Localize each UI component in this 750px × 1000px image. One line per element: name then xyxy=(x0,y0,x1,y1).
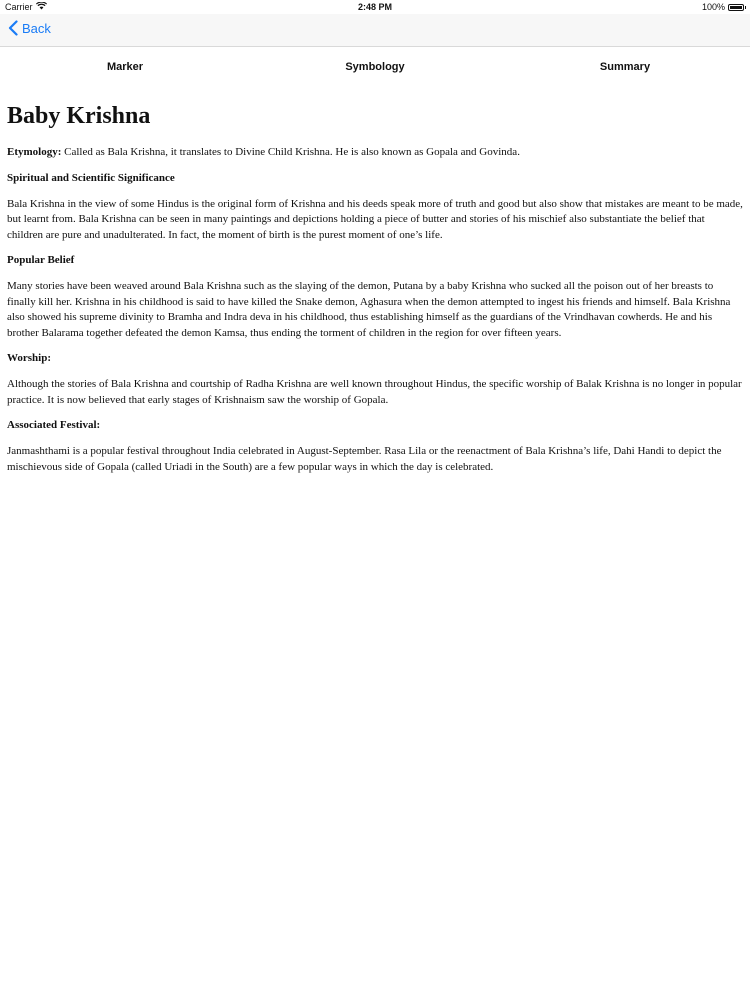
etymology-text: Called as Bala Krishna, it translates to Divine Child Krishna. He is also known as Gopala and Govinda. xyxy=(61,146,520,158)
tab-marker[interactable]: Marker xyxy=(106,61,144,73)
section-heading-worship: Worship: xyxy=(7,352,52,364)
section-heading-festival: Associated Festival: xyxy=(7,419,101,431)
segment-tabs xyxy=(0,47,750,87)
back-label: Back xyxy=(22,20,51,36)
etymology-paragraph xyxy=(7,145,743,161)
section-text-festival: Janmashthami is a popular festival throughout India celebrated in August-September. Rasa Lila or the reenactment of Bala Krishna’s life, Dahi Handi to depict the mischievous side of Gopala (called Uriadi in the South) are a few popular ways in which the day is celebrated. xyxy=(7,445,722,473)
section-text-popular-belief: Many stories have been weaved around Bala Krishna such as the slaying of the demon, Putana by a baby Krishna who sucked all the poison out of her breasts to finally kill her. Krishna in his childhood is said to have killed the Snake demon, Aghasura when the demon attempted to ingest his friends and himself. Bala Krishna also showed his supreme divinity to Bramha and Indra deva in his childhood, thus establishing himself as the guardians of the Vrindhavan cowherds. He and his brother Balarama together defeated the demon Kamsa, thus ending the torment of children in the region for over fifteen years. xyxy=(7,280,731,339)
section-heading-significance: Spiritual and Scientific Significance xyxy=(7,171,175,184)
status-bar xyxy=(0,0,750,14)
battery-icon xyxy=(728,4,744,11)
tab-symbology[interactable]: Symbology xyxy=(345,61,405,73)
navigation-bar xyxy=(0,14,750,47)
battery-indicator xyxy=(702,2,744,12)
etymology-label: Etymology: xyxy=(7,146,62,158)
tab-summary[interactable]: Summary xyxy=(599,61,651,73)
carrier-label: Carrier xyxy=(5,2,33,12)
chevron-left-icon xyxy=(8,20,18,36)
battery-percent: 100% xyxy=(701,2,725,12)
section-text-significance: Bala Krishna in the view of some Hindus is the original form of Krishna and his deeds speak more of truth and good but also show that mistakes are meant to be made, but learnt from. Bala Krishna can be seen in many paintings and depictions holding a piece of butter and stories of his mischief also substantiate the belief that children are pure and unadulterated. In fact, the moment of birth is the purest moment of one’s life. xyxy=(7,197,743,241)
clock: 2:48 PM xyxy=(357,2,392,12)
section-text-worship: Although the stories of Bala Krishna and courtship of Radha Krishna are well known throughout Hindus, the specific worship of Balak Krishna is no longer in popular practice. It is now believed that early stages of Krishnaism saw the worship of Gopala. xyxy=(7,378,742,406)
section-heading-popular-belief: Popular Belief xyxy=(7,254,75,266)
page-title: Baby Krishna xyxy=(7,103,151,129)
article-content xyxy=(7,95,743,485)
back-button[interactable] xyxy=(8,20,51,36)
